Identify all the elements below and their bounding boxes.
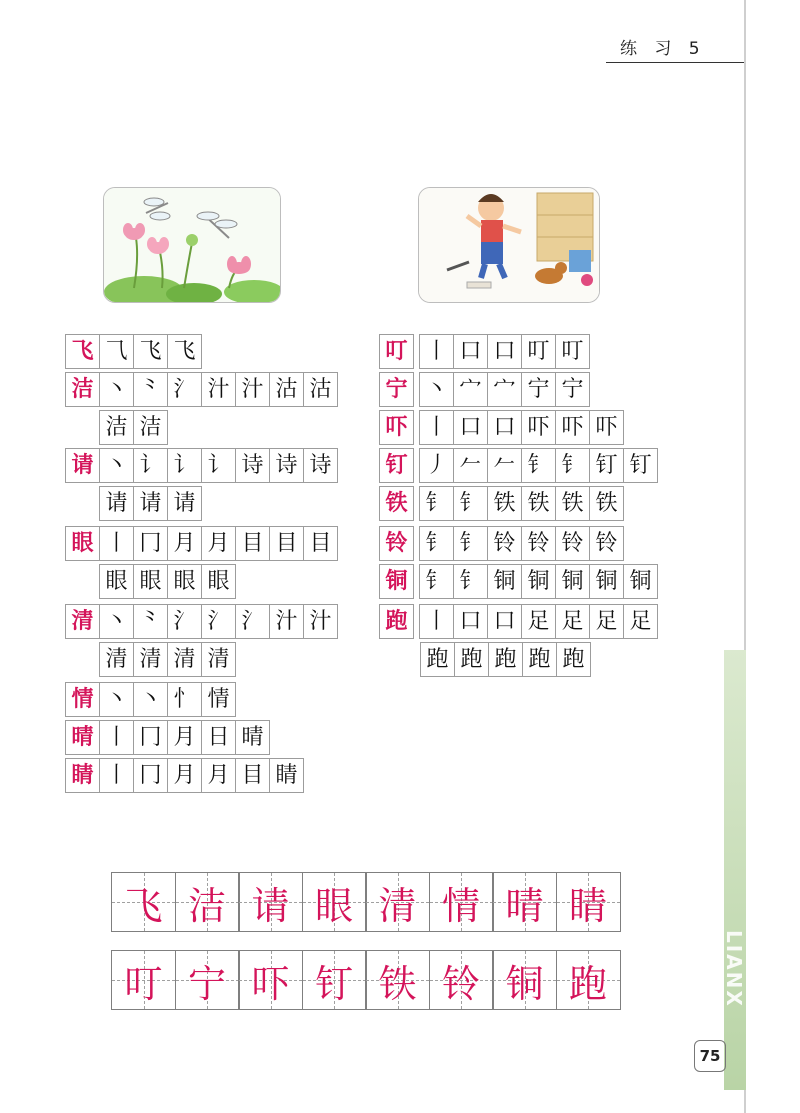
stroke-cell: 钉 (589, 448, 624, 483)
stroke-cell: 洁 (133, 410, 168, 445)
stroke-cell: 铁 (521, 486, 556, 521)
stroke-cell: 跑 (522, 642, 557, 677)
summary-char-text: 跑 (568, 961, 607, 1006)
stroke-cell: 飞 (133, 334, 168, 369)
stroke-cell: 沽 (269, 372, 304, 407)
stroke-cell: 丨 (419, 410, 454, 445)
stroke-cell: 铃 (555, 526, 590, 561)
stroke-row (65, 720, 269, 756)
stroke-cell: 足 (623, 604, 658, 639)
summary-char (302, 872, 367, 932)
target-char: 吓 (379, 410, 414, 445)
summary-char (429, 950, 494, 1010)
page-number: 75 (694, 1040, 726, 1072)
stroke-cell: 吓 (521, 410, 556, 445)
stroke-row (379, 604, 657, 640)
stroke-cell: ⺀ (133, 604, 168, 639)
target-char: 铃 (379, 526, 414, 561)
target-char: 眼 (65, 526, 100, 561)
stroke-row (65, 604, 337, 640)
stroke-row (99, 486, 201, 522)
summary-char (365, 950, 430, 1010)
stroke-cell: 眼 (167, 564, 202, 599)
stroke-cell: 诗 (303, 448, 338, 483)
stroke-row (99, 410, 167, 446)
stroke-cell: 丨 (419, 334, 454, 369)
stroke-cell: 丨 (99, 758, 134, 793)
stroke-cell: 睛 (269, 758, 304, 793)
stroke-cell: 目 (303, 526, 338, 561)
stroke-cell: 钅 (453, 526, 488, 561)
summary-char (492, 872, 557, 932)
stroke-cell: 目 (269, 526, 304, 561)
stroke-cell: 讠 (133, 448, 168, 483)
stroke-cell: 足 (589, 604, 624, 639)
stroke-cell: 请 (167, 486, 202, 521)
stroke-cell: 𠂉 (453, 448, 488, 483)
summary-char (429, 872, 494, 932)
stroke-cell: 眼 (201, 564, 236, 599)
stroke-cell: 铜 (555, 564, 590, 599)
summary-char (556, 950, 621, 1010)
stroke-cell: 目 (235, 526, 270, 561)
stroke-cell: 沽 (303, 372, 338, 407)
target-char: 睛 (65, 758, 100, 793)
stroke-cell: 丶 (419, 372, 454, 407)
target-char: 晴 (65, 720, 100, 755)
summary-char (238, 872, 303, 932)
stroke-cell: 铜 (623, 564, 658, 599)
stroke-cell: ⺀ (133, 372, 168, 407)
summary-char-text: 清 (378, 883, 417, 928)
target-char: 铜 (379, 564, 414, 599)
stroke-cell: 清 (99, 642, 134, 677)
summary-char-text: 宁 (187, 961, 226, 1006)
stroke-row (65, 334, 201, 370)
stroke-cell: 宁 (555, 372, 590, 407)
summary-char (175, 872, 240, 932)
stroke-row (379, 448, 657, 484)
stroke-cell: 氵 (201, 604, 236, 639)
stroke-row (379, 564, 657, 600)
stroke-cell: 讠 (201, 448, 236, 483)
target-char: 宁 (379, 372, 414, 407)
page-title: 练 习 5 (620, 39, 706, 59)
stroke-cell: 冂 (133, 758, 168, 793)
stroke-cell: 口 (487, 604, 522, 639)
stroke-cell: 钅 (453, 486, 488, 521)
summary-char (111, 872, 176, 932)
stroke-cell: 汁 (201, 372, 236, 407)
summary-char-text: 情 (441, 883, 480, 928)
stroke-row (65, 372, 337, 408)
stroke-cell: 氵 (167, 604, 202, 639)
stroke-cell: 口 (453, 410, 488, 445)
stroke-cell: 铃 (589, 526, 624, 561)
stroke-cell: 清 (167, 642, 202, 677)
stroke-cell: 宀 (487, 372, 522, 407)
stroke-row (379, 486, 623, 522)
stroke-cell: 月 (167, 526, 202, 561)
summary-char-text: 铜 (505, 961, 544, 1006)
summary-char-text: 飞 (124, 883, 163, 928)
target-char: 清 (65, 604, 100, 639)
stroke-cell: 汁 (269, 604, 304, 639)
summary-char (175, 950, 240, 1010)
stroke-cell: 丶 (99, 682, 134, 717)
stroke-cell: 讠 (167, 448, 202, 483)
stroke-cell: 冂 (133, 720, 168, 755)
stroke-cell: 钉 (623, 448, 658, 483)
summary-char (556, 872, 621, 932)
stroke-cell: 晴 (235, 720, 270, 755)
stroke-cell: 氵 (235, 604, 270, 639)
side-tab-text: LIANX (722, 930, 746, 1008)
stroke-row (65, 758, 303, 794)
stroke-cell: 月 (201, 758, 236, 793)
stroke-cell: 钅 (419, 564, 454, 599)
stroke-cell: 宁 (521, 372, 556, 407)
stroke-cell: 冂 (133, 526, 168, 561)
target-char: 跑 (379, 604, 414, 639)
summary-row (111, 872, 619, 932)
stroke-row (99, 564, 235, 600)
stroke-cell: 口 (487, 410, 522, 445)
stroke-cell: 铃 (487, 526, 522, 561)
stroke-cell: 跑 (556, 642, 591, 677)
summary-char-text: 铁 (378, 961, 417, 1006)
stroke-cell: 眼 (133, 564, 168, 599)
summary-char (365, 872, 430, 932)
title-rule (606, 62, 744, 63)
stroke-cell: 足 (555, 604, 590, 639)
target-char: 钉 (379, 448, 414, 483)
stroke-cell: 丶 (99, 448, 134, 483)
stroke-row (65, 448, 337, 484)
stroke-row (379, 372, 589, 408)
stroke-cell: 丨 (99, 526, 134, 561)
stroke-cell: 𠂉 (487, 448, 522, 483)
summary-char (492, 950, 557, 1010)
stroke-cell: 宀 (453, 372, 488, 407)
stroke-cell: 足 (521, 604, 556, 639)
target-char: 情 (65, 682, 100, 717)
stroke-cell: 洁 (99, 410, 134, 445)
stroke-cell: 吓 (555, 410, 590, 445)
stroke-cell: 氵 (167, 372, 202, 407)
stroke-cell: 月 (201, 526, 236, 561)
stroke-cell: 目 (235, 758, 270, 793)
stroke-cell: 月 (167, 758, 202, 793)
summary-char (238, 950, 303, 1010)
stroke-cell: 铜 (589, 564, 624, 599)
stroke-row (65, 682, 235, 718)
target-char: 请 (65, 448, 100, 483)
stroke-cell: 铃 (521, 526, 556, 561)
stroke-cell: 请 (99, 486, 134, 521)
stroke-cell: 丨 (99, 720, 134, 755)
stroke-cell: 汁 (235, 372, 270, 407)
stroke-cell: 叮 (521, 334, 556, 369)
stroke-cell: 丶 (99, 372, 134, 407)
stroke-cell: 丶 (133, 682, 168, 717)
stroke-cell: 钅 (521, 448, 556, 483)
stroke-cell: 铁 (487, 486, 522, 521)
stroke-cell: 请 (133, 486, 168, 521)
stroke-cell: 清 (133, 642, 168, 677)
stroke-cell: ⺄ (99, 334, 134, 369)
stroke-cell: 丨 (419, 604, 454, 639)
stroke-row (65, 526, 337, 562)
stroke-cell: 口 (453, 334, 488, 369)
stroke-row (420, 642, 590, 678)
stroke-cell: 眼 (99, 564, 134, 599)
lotus-dragonfly-illustration (103, 187, 281, 303)
target-char: 铁 (379, 486, 414, 521)
stroke-cell: 口 (487, 334, 522, 369)
stroke-cell: 吓 (589, 410, 624, 445)
target-char: 洁 (65, 372, 100, 407)
stroke-row (379, 526, 623, 562)
summary-char-text: 叮 (124, 961, 163, 1006)
stroke-cell: 跑 (454, 642, 489, 677)
stroke-cell: 诗 (269, 448, 304, 483)
summary-char-text: 洁 (187, 883, 226, 928)
summary-char-text: 吓 (251, 961, 290, 1006)
stroke-cell: 叮 (555, 334, 590, 369)
stroke-cell: 钅 (555, 448, 590, 483)
stroke-cell: 钅 (419, 526, 454, 561)
stroke-cell: 情 (201, 682, 236, 717)
target-char: 飞 (65, 334, 100, 369)
summary-char (302, 950, 367, 1010)
summary-char-text: 晴 (505, 883, 544, 928)
stroke-row (379, 334, 589, 370)
summary-char-text: 睛 (568, 883, 607, 928)
stroke-cell: 铜 (487, 564, 522, 599)
stroke-cell: 丿 (419, 448, 454, 483)
summary-char (111, 950, 176, 1010)
stroke-cell: 铁 (589, 486, 624, 521)
stroke-row (379, 410, 623, 446)
stroke-cell: 日 (201, 720, 236, 755)
stroke-cell: 汁 (303, 604, 338, 639)
stroke-cell: 跑 (488, 642, 523, 677)
summary-char-text: 请 (251, 883, 290, 928)
stroke-cell: 钅 (453, 564, 488, 599)
stroke-row (99, 642, 235, 678)
summary-char-text: 钉 (314, 961, 353, 1006)
stroke-cell: 钅 (419, 486, 454, 521)
summary-row (111, 950, 619, 1010)
target-char: 叮 (379, 334, 414, 369)
summary-char-text: 眼 (314, 883, 353, 928)
stroke-cell: 飞 (167, 334, 202, 369)
stroke-cell: 忄 (167, 682, 202, 717)
stroke-cell: 丶 (99, 604, 134, 639)
stroke-cell: 铁 (555, 486, 590, 521)
stroke-cell: 铜 (521, 564, 556, 599)
stroke-cell: 清 (201, 642, 236, 677)
summary-char-text: 铃 (441, 961, 480, 1006)
stroke-cell: 诗 (235, 448, 270, 483)
stroke-cell: 月 (167, 720, 202, 755)
boy-toys-illustration (418, 187, 600, 303)
stroke-cell: 口 (453, 604, 488, 639)
stroke-cell: 跑 (420, 642, 455, 677)
